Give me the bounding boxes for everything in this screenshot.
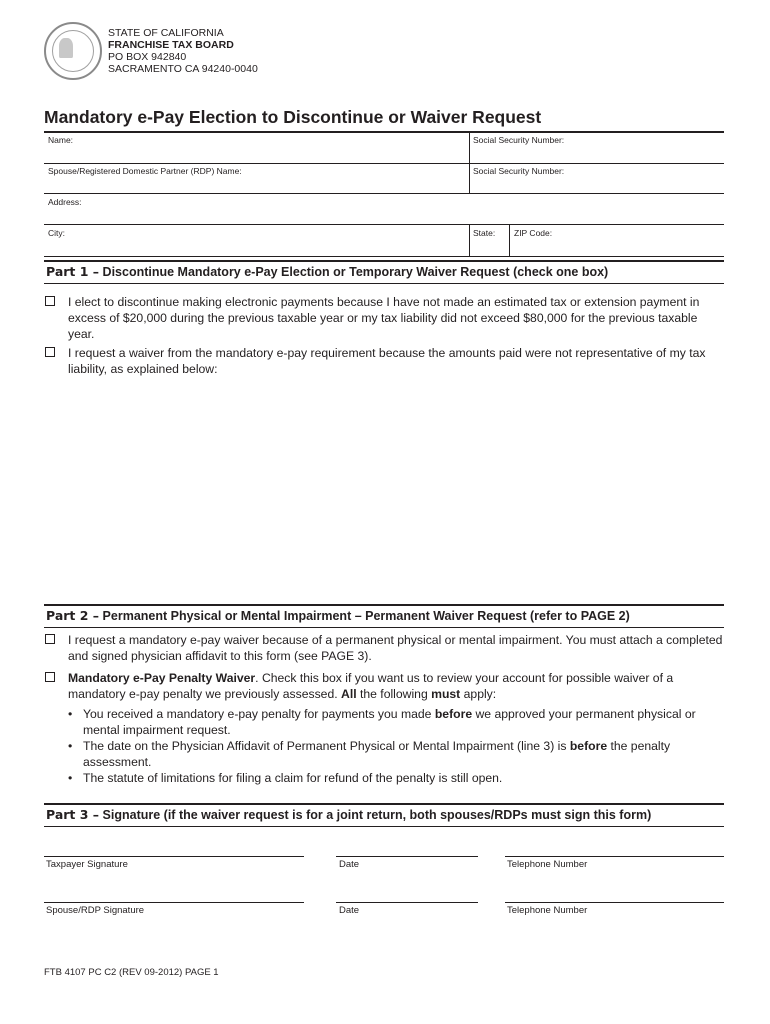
must-emphasis: must [431, 687, 461, 701]
agency-name: FRANCHISE TAX BOARD [108, 39, 234, 51]
temporary-waiver-text: I request a waiver from the mandatory e-pay requirement because the amounts paid were not representative of my tax liability, as explained below: [68, 346, 706, 376]
penalty-waiver-text-c: apply: [460, 687, 497, 701]
divider [44, 163, 724, 164]
divider [44, 260, 724, 262]
all-emphasis: All [341, 687, 357, 701]
part1-option-waiver [44, 345, 724, 377]
form-footer: FTB 4107 PC C2 (REV 09-2012) PAGE 1 [44, 967, 219, 978]
explanation-area[interactable] [66, 380, 722, 600]
temporary-waiver-checkbox[interactable] [45, 347, 55, 357]
divider [44, 131, 724, 133]
penalty-waiver-text-b: the following [356, 687, 432, 701]
part2-option-penalty [44, 670, 724, 702]
condition-1-b: we approved your permanent physical or mental impairment request. [83, 707, 696, 737]
penalty-waiver-text-a: . Check this box if you want us to review your account for possible waiver of a mandatory e-pay penalty we previously assessed. [68, 671, 674, 701]
divider [44, 803, 724, 805]
discontinue-checkbox[interactable] [45, 296, 55, 306]
divider [44, 193, 724, 194]
zip-field[interactable]: ZIP Code: [514, 228, 553, 238]
spouse-signature-label: Spouse/RDP Signature [46, 905, 145, 916]
date-label: Date [339, 859, 360, 870]
spouse-signature-line[interactable] [44, 902, 304, 903]
address-field[interactable]: Address: [48, 197, 82, 207]
name-field[interactable]: Name: [48, 135, 74, 145]
part3-heading [46, 807, 651, 822]
state-field[interactable]: State: [473, 228, 496, 238]
divider [44, 283, 724, 284]
divider [469, 131, 470, 193]
condition-2-a: The date on the Physician Affidavit of Permanent Physical or Mental Impairment (line 3) is [83, 739, 570, 753]
spouse-date-line[interactable] [336, 902, 478, 903]
part1-title: Discontinue Mandatory e-Pay Election or Temporary Waiver Request (check one box) [102, 265, 609, 279]
list-item [66, 706, 726, 738]
list-item [66, 738, 726, 770]
part3-title: Signature (if the waiver request is for a joint return, both spouses/RDPs must sign this form) [102, 808, 652, 822]
divider [44, 627, 724, 628]
telephone-label: Telephone Number [507, 859, 588, 870]
divider [44, 604, 724, 606]
agency-address [108, 27, 258, 75]
divider [469, 224, 470, 256]
divider [44, 256, 724, 257]
penalty-waiver-checkbox[interactable] [45, 672, 55, 682]
penalty-waiver-title: Mandatory e-Pay Penalty Waiver [68, 671, 256, 685]
spouse-telephone-line[interactable] [505, 902, 724, 903]
taxpayer-signature-line[interactable] [44, 856, 304, 857]
penalty-conditions-list [66, 706, 726, 786]
part1-heading [46, 264, 608, 279]
part1-label: Part 1 – [46, 264, 100, 279]
part1-option-discontinue [44, 294, 724, 342]
telephone-line[interactable] [505, 856, 724, 857]
permanent-waiver-checkbox[interactable] [45, 634, 55, 644]
spouse-date-label: Date [339, 905, 360, 916]
spouse-ssn-field[interactable]: Social Security Number: [473, 166, 565, 176]
condition-2-emphasis: before [569, 739, 608, 753]
ssn-field[interactable]: Social Security Number: [473, 135, 565, 145]
city-field[interactable]: City: [48, 228, 65, 238]
penalty-waiver-text [68, 670, 724, 702]
taxpayer-signature-label: Taxpayer Signature [46, 859, 128, 870]
divider [44, 224, 724, 225]
divider [44, 826, 724, 827]
agency-city: SACRAMENTO CA 94240-0040 [108, 63, 258, 75]
po-box: PO BOX 942840 [108, 51, 187, 63]
discontinue-text: I elect to discontinue making electronic payments because I have not made an estimated tax or extension payment in excess of $20,000 during the previous taxable year or my tax liability did not exceed $80,000 for the previous taxable year. [68, 295, 700, 341]
part2-heading [46, 608, 630, 623]
spouse-telephone-label: Telephone Number [507, 905, 588, 916]
condition-1-a: You received a mandatory e-pay penalty for payments you made [83, 707, 435, 721]
part3-label: Part 3 – [46, 807, 100, 822]
spouse-name-field[interactable]: Spouse/Registered Domestic Partner (RDP) Name: [48, 166, 242, 176]
part2-option-impairment [44, 632, 724, 664]
date-line[interactable] [336, 856, 478, 857]
condition-2-b: the penalty assessment. [83, 739, 671, 769]
list-item: • The statute of limitations for filing a claim for refund of the penalty is still open. [66, 770, 726, 786]
condition-1-emphasis: before [434, 707, 473, 721]
divider [509, 224, 510, 256]
part2-label: Part 2 – [46, 608, 100, 623]
state-name: STATE OF CALIFORNIA [108, 27, 224, 39]
state-seal-icon [44, 22, 102, 80]
part2-title: Permanent Physical or Mental Impairment – Permanent Waiver Request (refer to PAGE 2) [102, 609, 630, 623]
form-title: Mandatory e-Pay Election to Discontinue or Waiver Request [44, 107, 542, 127]
permanent-waiver-text: I request a mandatory e-pay waiver because of a permanent physical or mental impairment. You must attach a completed and signed physician affidavit to this form (see PAGE 3). [68, 633, 723, 663]
